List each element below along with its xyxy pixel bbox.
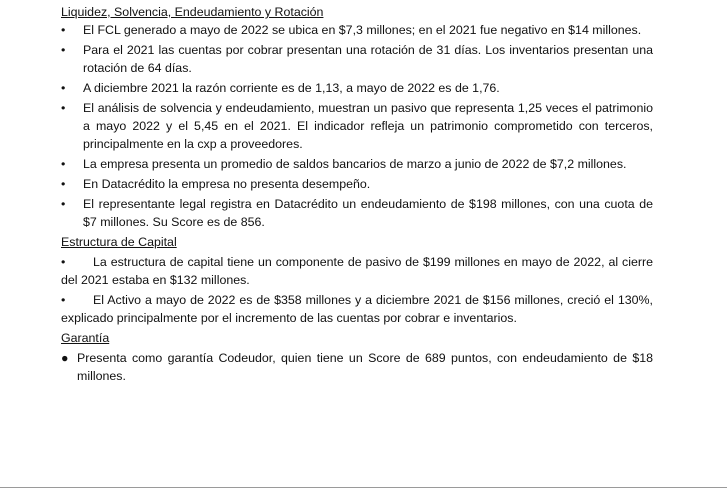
bullet-icon: • [61, 197, 66, 211]
list-item [61, 41, 653, 77]
bullet-icon: • [61, 157, 66, 171]
list-item [61, 195, 653, 231]
list-item-text: La empresa presenta un promedio de saldos bancarios de marzo a junio de 2022 de $7,2 millones. [83, 157, 627, 171]
list-item [61, 99, 653, 153]
list-item [61, 349, 653, 385]
list-item-text: El análisis de solvencia y endeudamiento, muestran un pasivo que representa 1,25 veces el patrimonio a mayo 2022 y el 5,45 en el 2021. El indicador refleja un patrimonio comprometido con terceros, principalmente en la cxp a proveedores. [83, 101, 653, 151]
bullet-list-estructura-capital [61, 253, 653, 327]
bullet-icon: • [61, 101, 66, 115]
list-item-text: Para el 2021 las cuentas por cobrar presentan una rotación de 31 días. Los inventarios presentan una rotación de 64 días. [83, 43, 653, 75]
list-item-text: El representante legal registra en Datacrédito un endeudamiento de $198 millones, con una cuota de $7 millones. Su Score es de 856. [83, 197, 653, 229]
list-item-text: En Datacrédito la empresa no presenta desempeño. [83, 177, 371, 191]
bullet-icon: • [61, 177, 66, 191]
bullet-icon: • [61, 43, 66, 57]
bullet-icon: • [61, 23, 66, 37]
list-item [61, 155, 653, 173]
list-item-text: Presenta como garantía Codeudor, quien tiene un Score de 689 puntos, con endeudamiento de $18 millones. [77, 351, 653, 383]
bullet-icon: • [61, 81, 66, 95]
section-heading-estructura-capital: Estructura de Capital [61, 235, 177, 249]
section-heading-garantia: Garantía [61, 331, 110, 345]
list-item-text: A diciembre 2021 la razón corriente es de 1,13, a mayo de 2022 es de 1,76. [83, 81, 500, 95]
list-item [61, 79, 653, 97]
page-bottom-divider [0, 487, 727, 488]
list-item-text: El FCL generado a mayo de 2022 se ubica en $7,3 millones; en el 2021 fue negativo en $14 millones. [83, 23, 642, 37]
bullet-icon: • [61, 255, 66, 269]
bullet-icon: • [61, 293, 66, 307]
list-item [61, 291, 653, 327]
list-item-text: La estructura de capital tiene un componente de pasivo de $199 millones en mayo de 2022, al cierre del 2021 estaba en $132 millones. [61, 255, 653, 287]
list-item [61, 21, 653, 39]
list-item [61, 175, 653, 193]
list-item [61, 253, 653, 289]
list-item-text: El Activo a mayo de 2022 es de $358 millones y a diciembre 2021 de $156 millones, creció el 130%, explicado principalmente por el incremento de las cuentas por cobrar e inventarios. [61, 293, 653, 325]
section-heading-liquidez: Liquidez, Solvencia, Endeudamiento y Rotación [61, 5, 324, 19]
bullet-icon: ● [61, 351, 69, 365]
bullet-list-garantia [61, 349, 653, 385]
bullet-list-liquidez [61, 21, 653, 231]
document-body [61, 3, 653, 387]
